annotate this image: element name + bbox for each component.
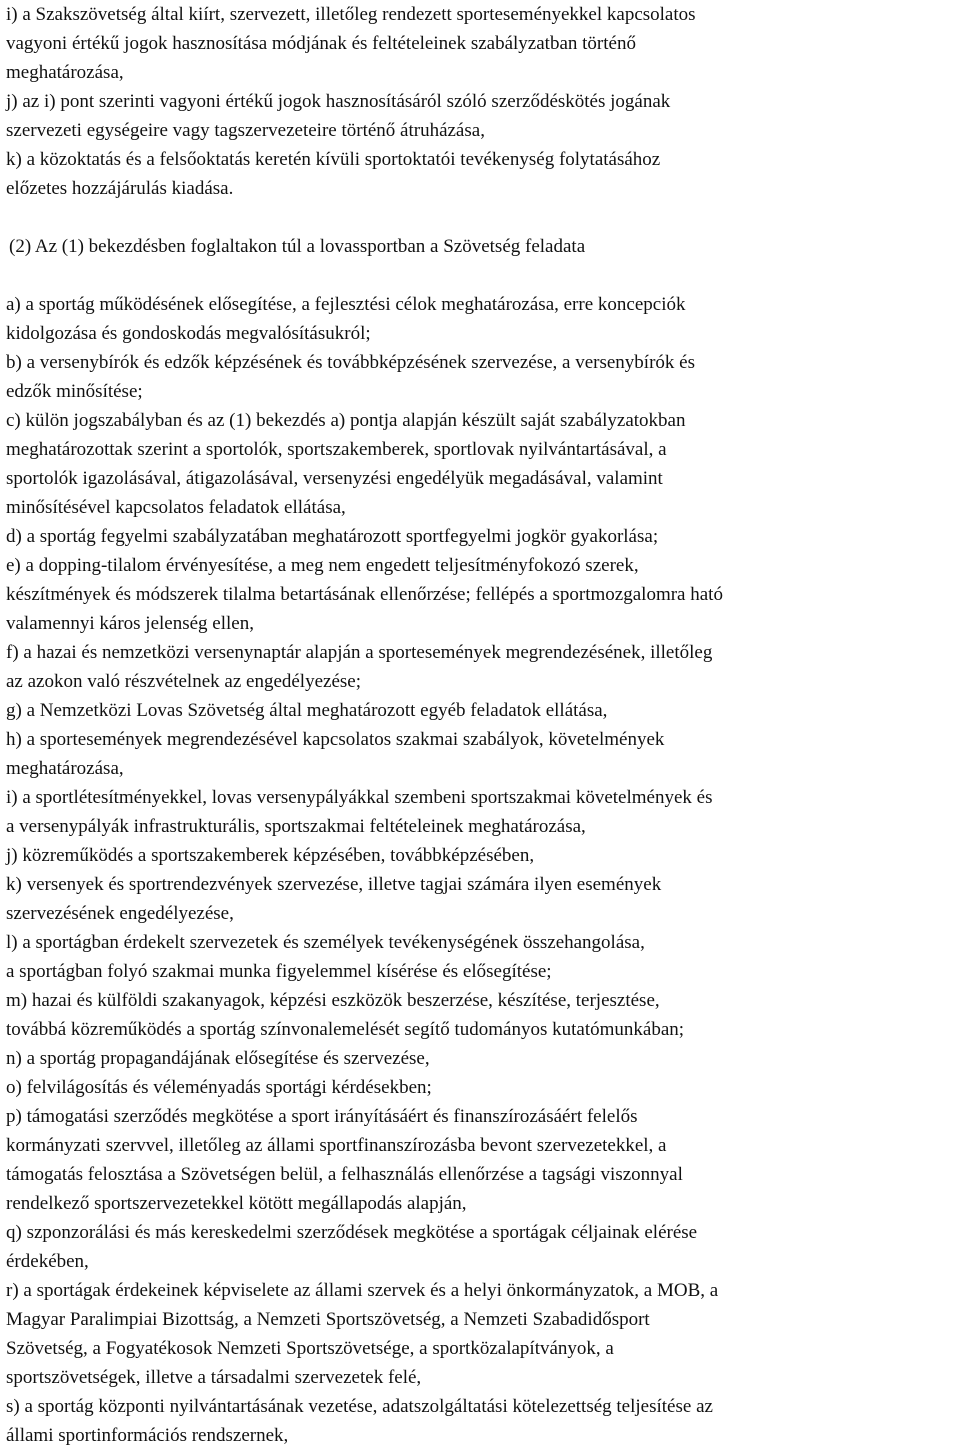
list-line: sportolók igazolásával, átigazolásával, versenyzési engedélyük megadásával, valamint	[6, 468, 663, 489]
pre-section	[6, 0, 958, 203]
list-line: valamennyi káros jelenség ellen,	[6, 613, 254, 634]
list-line: a) a sportág működésének elősegítése, a fejlesztési célok meghatározása, erre koncepciók	[6, 294, 686, 315]
duties-list	[6, 290, 958, 1450]
list-line: s) a sportág központi nyilvántartásának vezetése, adatszolgáltatási kötelezettség teljesítése az	[6, 1396, 713, 1417]
text-line: vagyoni értékű jogok hasznosítása módjának és feltételeinek szabályzatban történő	[6, 33, 636, 54]
list-line: érdekében,	[6, 1251, 89, 1272]
list-line: minősítésével kapcsolatos feladatok ellátása,	[6, 497, 346, 518]
list-line: p) támogatási szerződés megkötése a sport irányításáért és finanszírozásáért felelős	[6, 1106, 638, 1127]
list-line: l) a sportágban érdekelt szervezetek és személyek tevékenységének összehangolása,	[6, 932, 645, 953]
list-line: állami sportinformációs rendszernek,	[6, 1425, 289, 1446]
list-line: i) a sportlétesítményekkel, lovas versenypályákkal szembeni sportszakmai követelmények és	[6, 787, 713, 808]
list-line: e) a dopping-tilalom érvényesítése, a meg nem engedett teljesítményfokozó szerek,	[6, 555, 639, 576]
list-line: kidolgozása és gondoskodás megvalósításukról;	[6, 323, 371, 344]
list-line: q) szponzorálási és más kereskedelmi szerződések megkötése a sportágak céljainak elérése	[6, 1222, 698, 1243]
list-line: készítmények és módszerek tilalma betartásának ellenőrzése; fellépés a sportmozgalomra ható	[6, 584, 723, 605]
list-line: támogatás felosztása a Szövetségen belül, a felhasználás ellenőrzése a tagsági viszonnyal	[6, 1164, 683, 1185]
list-line: továbbá közreműködés a sportág színvonalemelését segítő tudományos kutatómunkában;	[6, 1019, 685, 1040]
document-page	[6, 0, 958, 1450]
list-line: j) közreműködés a sportszakemberek képzésében, továbbképzésében,	[6, 845, 535, 866]
list-line: az azokon való részvételnek az engedélyezése;	[6, 671, 361, 692]
list-line: n) a sportág propagandájának elősegítése és szervezése,	[6, 1048, 430, 1069]
list-line: o) felvilágosítás és véleményadás sportági kérdésekben;	[6, 1077, 432, 1098]
list-line: a versenypályák infrastrukturális, sportszakmai feltételeinek meghatározása,	[6, 816, 586, 837]
list-line: meghatározottak szerint a sportolók, sportszakemberek, sportlovak nyilvántartásával, a	[6, 439, 667, 460]
list-line: a sportágban folyó szakmai munka figyelemmel kísérése és elősegítése;	[6, 961, 552, 982]
list-line: d) a sportág fegyelmi szabályzatában meghatározott sportfegyelmi jogkör gyakorlása;	[6, 526, 659, 547]
paragraph-gap	[6, 261, 958, 290]
list-line: b) a versenybírók és edzők képzésének és továbbképzésének szervezése, a versenybírók és	[6, 352, 695, 373]
list-line: k) versenyek és sportrendezvények szervezése, illetve tagjai számára ilyen események	[6, 874, 662, 895]
paragraph-gap	[6, 203, 958, 232]
list-line: edzők minősítése;	[6, 381, 143, 402]
list-line: sportszövetségek, illetve a társadalmi szervezetek felé,	[6, 1367, 422, 1388]
text-line: előzetes hozzájárulás kiadása.	[6, 178, 234, 199]
list-line: Magyar Paralimpiai Bizottság, a Nemzeti Sportszövetség, a Nemzeti Szabadidősport	[6, 1309, 650, 1330]
list-line: rendelkező sportszervezetekkel kötött megállapodás alapján,	[6, 1193, 467, 1214]
list-line: h) a sportesemények megrendezésével kapcsolatos szakmai szabályok, követelmények	[6, 729, 665, 750]
section-heading: (2) Az (1) bekezdésben foglaltakon túl a lovassportban a Szövetség feladata	[9, 236, 586, 257]
text-line: meghatározása,	[6, 62, 124, 83]
list-line: f) a hazai és nemzetközi versenynaptár alapján a sportesemények megrendezésének, illetőleg	[6, 642, 713, 663]
list-line: Szövetség, a Fogyatékosok Nemzeti Sportszövetsége, a sportközalapítványok, a	[6, 1338, 614, 1359]
list-line: c) külön jogszabályban és az (1) bekezdés a) pontja alapján készült saját szabályzatokban	[6, 410, 686, 431]
list-line: meghatározása,	[6, 758, 124, 779]
text-line: k) a közoktatás és a felsőoktatás keretén kívüli sportoktatói tevékenység folytatásához	[6, 149, 661, 170]
list-line: szervezésének engedélyezése,	[6, 903, 234, 924]
list-line: kormányzati szervvel, illetőleg az állami sportfinanszírozásba bevont szervezetekkel, a	[6, 1135, 667, 1156]
text-line: i) a Szakszövetség által kiírt, szervezett, illetőleg rendezett sporteseményekkel kapcsolatos	[6, 4, 696, 25]
list-line: r) a sportágak érdekeinek képviselete az állami szervek és a helyi önkormányzatok, a MOB, a	[6, 1280, 719, 1301]
text-line: szervezeti egységeire vagy tagszervezeteire történő átruházása,	[6, 120, 485, 141]
text-line: j) az i) pont szerinti vagyoni értékű jogok hasznosításáról szóló szerződéskötés jogának	[6, 91, 671, 112]
list-line: g) a Nemzetközi Lovas Szövetség által meghatározott egyéb feladatok ellátása,	[6, 700, 608, 721]
list-line: m) hazai és külföldi szakanyagok, képzési eszközök beszerzése, készítése, terjesztése,	[6, 990, 660, 1011]
